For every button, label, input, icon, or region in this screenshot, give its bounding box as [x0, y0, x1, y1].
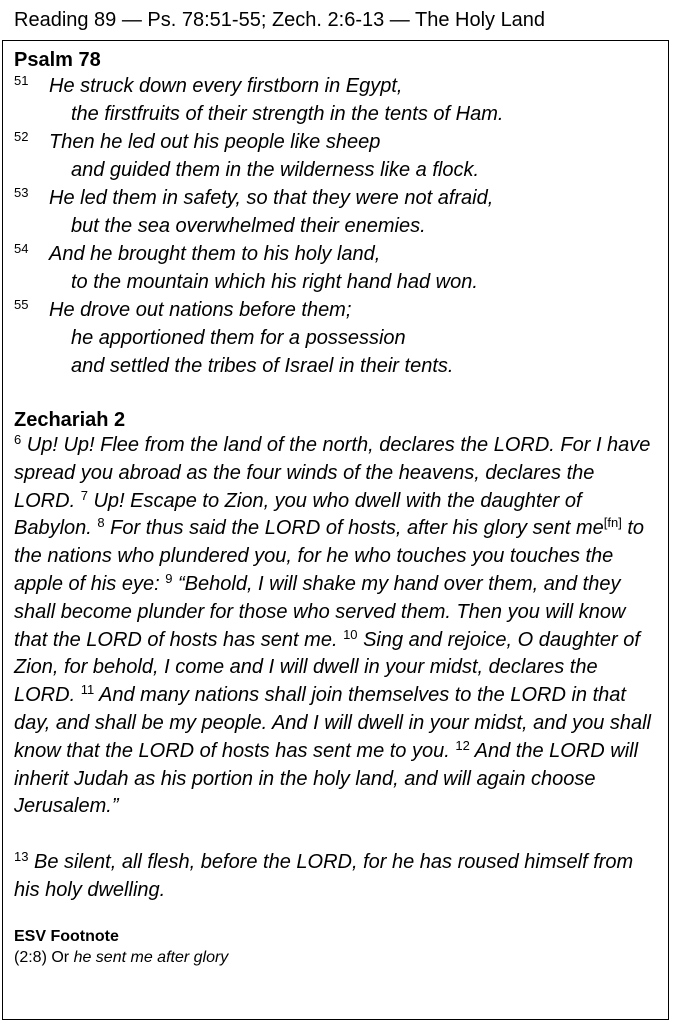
- psalm-verse-54: [14, 240, 659, 296]
- verse-number: 54: [14, 241, 29, 256]
- verse-number: 13: [14, 849, 29, 865]
- verse-line: and settled the tribes of Israel in their tents.: [71, 355, 454, 377]
- verse-text: to the nations who plundered you, for he who touches you touches the apple of his eye:: [14, 517, 645, 595]
- verse-line: but the sea overwhelmed their enemies.: [71, 215, 426, 237]
- verse-line: he apportioned them for a possession: [71, 327, 406, 349]
- verse-line: And he brought them to his holy land,: [49, 243, 381, 265]
- verse-text: For thus said the LORD of hosts, after his glory sent me: [104, 517, 604, 540]
- verse-text: Up! Escape to Zion, you who dwell with the daughter of Babylon.: [14, 489, 582, 540]
- verse-text: Sing and rejoice, O daughter of Zion, for behold, I come and I will dwell in your midst, declares the LORD.: [14, 628, 640, 707]
- verse-number: 52: [14, 129, 29, 144]
- footnote-body: he sent me after glory: [73, 948, 229, 966]
- verse-text: And many nations shall join themselves to the LORD in that day, and shall be my people. And I will dwell in your midst, and you shall know that the LORD of hosts has sent me to you.: [14, 684, 652, 762]
- psalm-heading: Psalm 78: [14, 49, 101, 71]
- reading-title: Reading 89 — Ps. 78:51-55; Zech. 2:6-13 — The Holy Land: [14, 9, 546, 31]
- verse-line: He led them in safety, so that they were not afraid,: [49, 187, 494, 209]
- psalm-verse-53: [14, 184, 659, 240]
- zechariah-passage: [14, 432, 659, 821]
- verse-number: 12: [455, 737, 470, 753]
- verse-number: 55: [14, 297, 29, 312]
- psalm-verse-55: [14, 296, 659, 380]
- verse-number: 51: [14, 73, 29, 88]
- verse-number: 10: [343, 626, 358, 642]
- verse-number: 7: [80, 487, 88, 503]
- verse-text: Be silent, all flesh, before the LORD, for he has roused himself from his holy dwelling.: [14, 851, 634, 901]
- verse-number: 6: [14, 432, 22, 447]
- verse-line: and guided them in the wilderness like a flock.: [71, 159, 480, 181]
- verse-line: He struck down every firstborn in Egypt,: [49, 75, 403, 97]
- footnote-text: [14, 947, 659, 969]
- verse-text: “Behold, I will shake my hand over them, and they shall become plunder for those who served them. Then you will know that the LORD of hosts has sent me.: [14, 572, 626, 651]
- zechariah-heading: Zechariah 2: [14, 409, 126, 431]
- verse-number: 53: [14, 185, 29, 200]
- verse-number: 11: [80, 682, 95, 698]
- verse-line: Then he led out his people like sheep: [49, 131, 381, 153]
- verse-number: 8: [97, 515, 105, 531]
- footnote-ref: (2:8) Or: [14, 948, 74, 966]
- reading-panel: [2, 40, 669, 1020]
- verse-line: the firstfruits of their strength in the tents of Ham.: [71, 103, 504, 125]
- psalm-verse-52: [14, 128, 659, 184]
- verse-number: 9: [165, 570, 173, 586]
- zechariah-verse-13: [14, 849, 659, 905]
- verse-text: And the LORD will inherit Judah as his portion in the holy land, and will again choose Jerusalem.”: [14, 739, 639, 818]
- verse-line: He drove out nations before them;: [49, 299, 352, 321]
- footnote-heading: ESV Footnote: [14, 927, 119, 945]
- psalm-verse-51: [14, 72, 659, 128]
- reading-content: [14, 48, 659, 969]
- footnote-marker[interactable]: [fn]: [603, 515, 622, 531]
- verse-line: to the mountain which his right hand had won.: [71, 271, 478, 293]
- verse-text: Up! Up! Flee from the land of the north, declares the LORD. For I have spread you abroad as the four winds of the heavens, declares the LORD.: [14, 434, 651, 512]
